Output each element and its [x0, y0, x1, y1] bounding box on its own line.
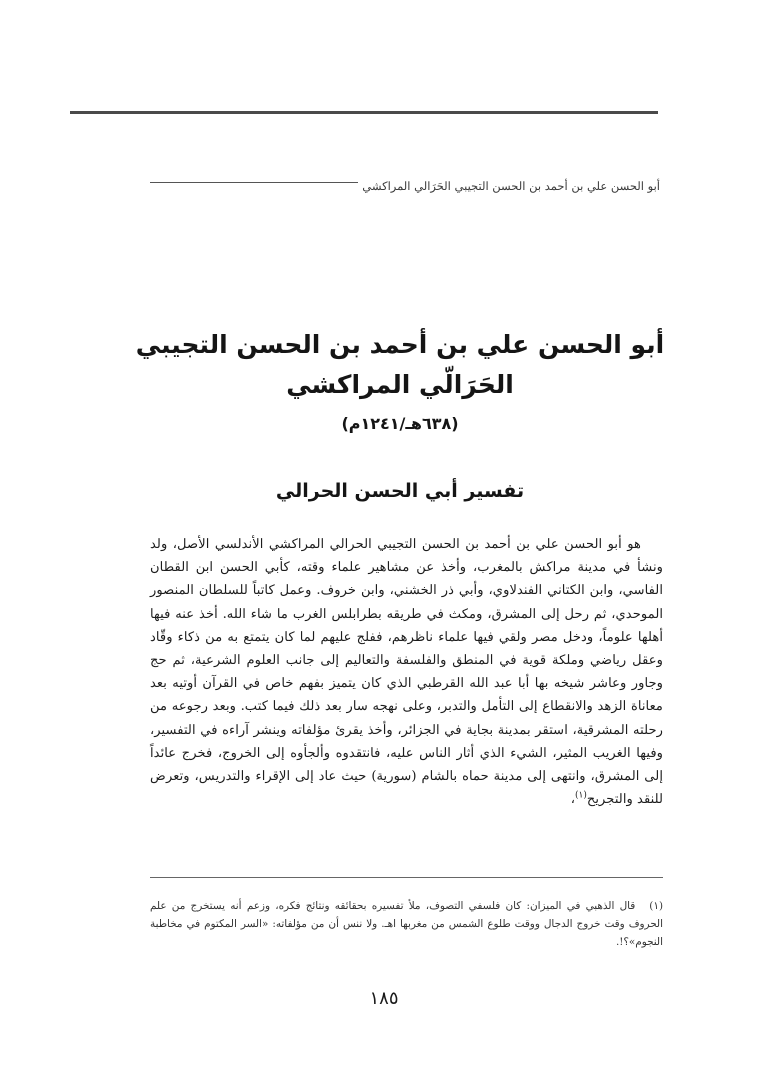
running-head-text: أبو الحسن علي بن أحمد بن الحسن التجيبي الحَرَالي المراكشي [362, 179, 660, 193]
title-line-1: أبو الحسن علي بن أحمد بن الحسن التجيبي [135, 330, 665, 359]
footnote-rule [150, 877, 663, 878]
chapter-title [120, 325, 680, 439]
footnote-marker: (١) [574, 790, 587, 801]
body-paragraph [150, 533, 663, 811]
footnote-text: قال الذهبي في الميزان: كان فلسفي التصوف، ملأ تفسيره بحقائقه ونتائج فكره، وزعم أنه يستخرج من علم الحروف وقت خروج الدجال ووقت طلوع الشمس من مغربها اهـ. ولا ننس أن من مؤلفاته: «السر المكتوم في مخاطبة النجوم»؟!. [150, 900, 663, 948]
running-head-rule [150, 182, 358, 183]
body-text [150, 533, 663, 811]
body-trailing: ، [570, 792, 575, 808]
section-heading: تفسير أبي الحسن الحرالي [275, 480, 525, 502]
body-paragraph-text: هو أبو الحسن علي بن أحمد بن الحسن التجيبي الحرالي المراكشي الأندلسي الأصل، ولد ونشأ في مدينة مراكش بالمغرب، وأخذ عن مشاهير علماء وقته، كأبي الحسن ابن القطان الفاسي، وابن الكتاني الفندلاوي، وأبي ذر الخشني، وابن خروف. وعمل كاتباً للسلطان المنصور الموحدي، ثم رحل إلى المشرق، ومكث في طريقه بطرابلس الغرب ما شاء الله. أخذ عنه فيها أهلها علوماً، ودخل مصر ولقي فيها علماء ناظرهم، ففلج عليهم لما كان يتمتع به من ذكاء وقّاد وعقل رياضي وملكة قوية في المنطق والفلسفة والتعاليم إلى جانب العلوم الشرعية، ثم حج وجاور وعاشر شيخه بها أبا عبد الله القرطبي الذي كان يتميز بفهم خاص في القرآن أوتيه بعد معاناة الزهد والانقطاع إلى التأمل والتدبر، وعلى نهجه سار بعد ذلك فيما كتب. وبعد رجوعه من رحلته المشرقية، استقر بمدينة بجاية في الجزائر، وأخذ يقرئ مؤلفاته وينشر آراءه في التفسير، وفيها الغريب المثير، الشيء الذي أثار الناس عليه، فانتقدوه وألجأوه إلى الخروج، فخرج عائداً إلى المشرق، وانتهى إلى مدينة حماه بالشام (سورية) حيث عاد إلى الإقراء والتدريس، وتعرض للنقد والتجريح [150, 537, 663, 808]
top-rule [70, 111, 658, 114]
footnote [150, 897, 663, 951]
page-number: ١٨٥ [369, 988, 399, 1009]
title-dates: (٦٣٨هـ/١٢٤١م) [341, 414, 459, 433]
footnote-number: (١) [649, 900, 663, 912]
running-head [150, 174, 660, 198]
title-line-2: الحَرَالّي المراكشي [286, 370, 514, 399]
